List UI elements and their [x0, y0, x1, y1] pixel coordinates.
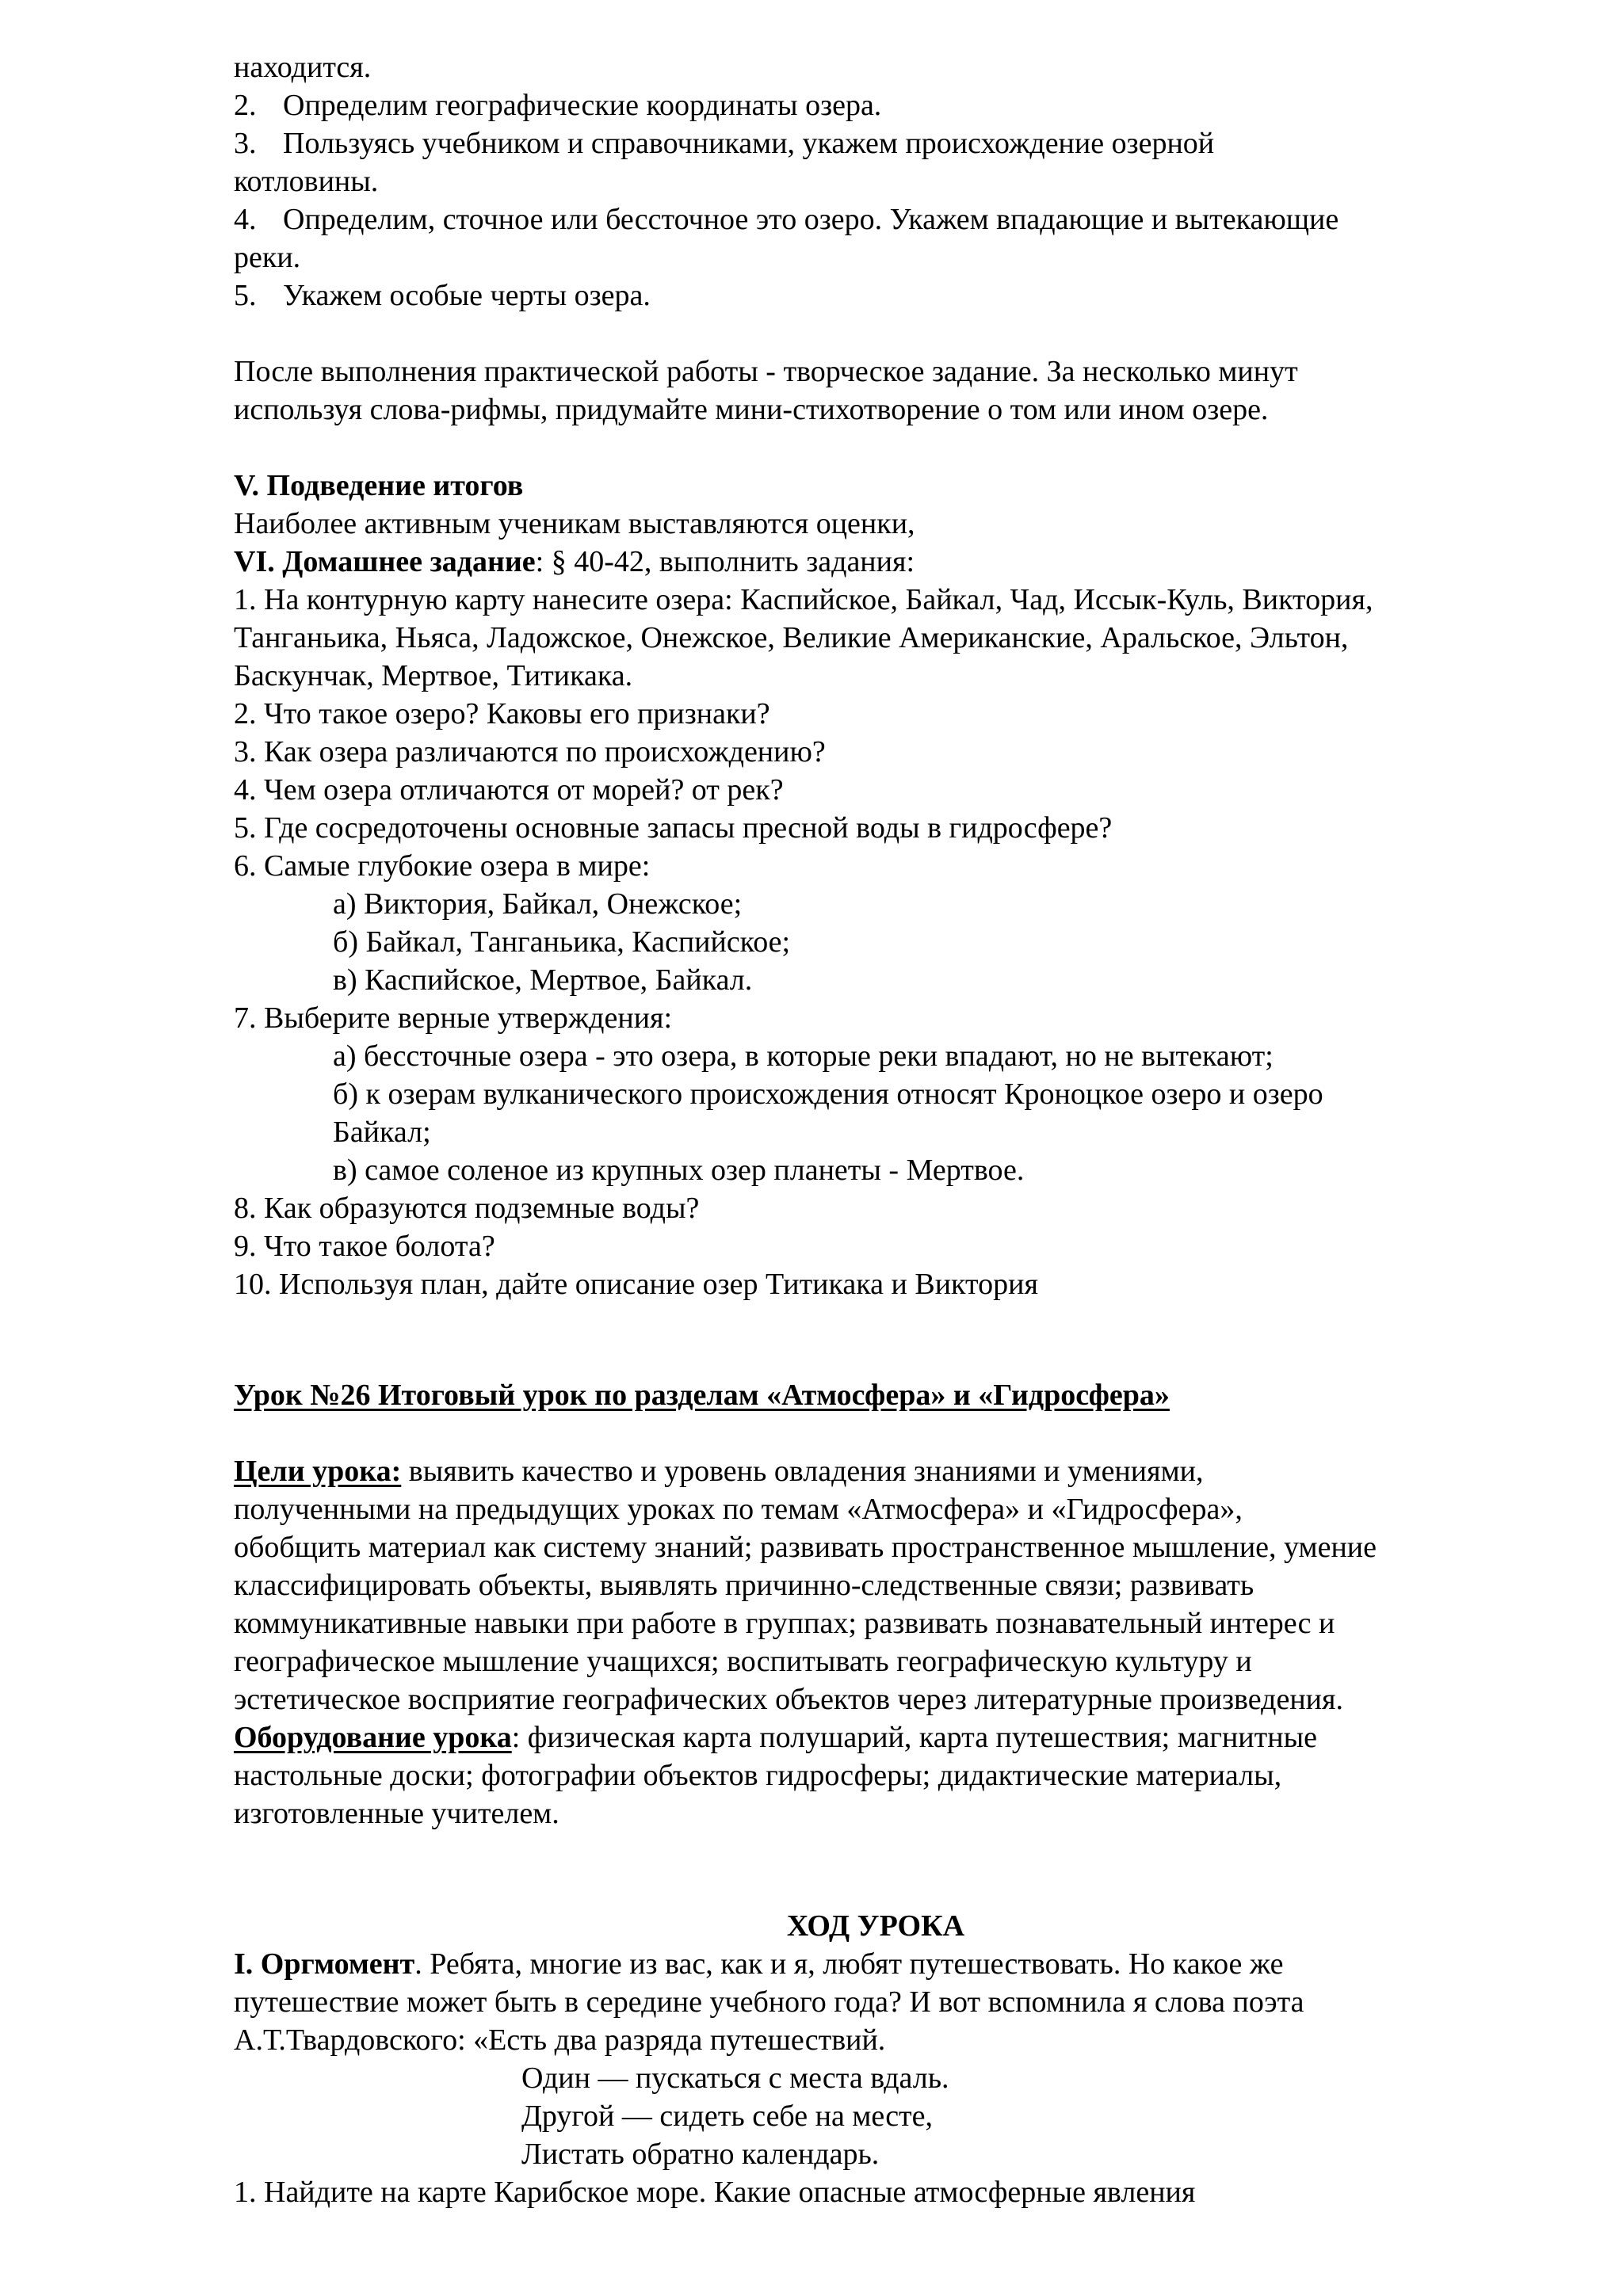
list-item: 9. Что такое болота? [234, 1230, 495, 1263]
equipment-label: Оборудование урока [234, 1721, 512, 1754]
paragraph-line: классифицировать объекты, выявлять причинно-следственные связи; развивать [234, 1569, 1254, 1602]
list-item: 7. Выберите верные утверждения: [234, 1001, 673, 1035]
paragraph-line: используя слова-рифмы, придумайте мини-стихотворение о том или ином озере. [234, 393, 1269, 426]
poem-line: Один — пускаться с места вдаль. [521, 2061, 949, 2095]
list-item: 5. Укажем особые черты озера. [234, 279, 651, 312]
list-item: 1. Найдите на карте Карибское море. Какие опасные атмосферные явления [234, 2176, 1196, 2209]
goals-label: Цели урока: [234, 1455, 402, 1488]
paragraph-line: настольные доски; фотографии объектов гидросферы; дидактические материалы, [234, 1759, 1282, 1792]
paragraph-line: обобщить материал как систему знаний; развивать пространственное мышление, умение [234, 1531, 1377, 1564]
org-label: I. Оргмомент [234, 1947, 415, 1981]
list-item: 3. Пользуясь учебником и справочниками, укажем происхождение озерной [234, 127, 1215, 160]
list-line: реки. [234, 241, 301, 274]
list-item: 3. Как озера различаются по происхождению? [234, 735, 826, 769]
list-item: 10. Используя план, дайте описание озер Титикака и Виктория [234, 1268, 1038, 1301]
section-heading-line: VI. Домашнее задание: § 40-42, выполнить задания: [234, 545, 915, 578]
lesson-title: Урок №26 Итоговый урок по разделам «Атмосфера» и «Гидросфера» [234, 1379, 1170, 1412]
list-item: 6. Самые глубокие озера в мире: [234, 849, 651, 883]
list-item: 8. Как образуются подземные воды? [234, 1192, 700, 1225]
option-line: в) самое соленое из крупных озер планеты - Мертвое. [333, 1154, 1025, 1187]
paragraph-line: Наиболее активным ученикам выставляются оценки, [234, 507, 915, 540]
paragraph-line: А.Т.Твардовского: «Есть два разряда путешествий. [234, 2023, 886, 2057]
option-line: б) к озерам вулканического происхождения относят Кроноцкое озеро и озеро [333, 1077, 1323, 1111]
option-line: Байкал; [333, 1116, 431, 1149]
equipment-line: Оборудование урока: физическая карта полушарий, карта путешествия; магнитные [234, 1721, 1317, 1754]
option-line: б) Байкал, Танганьика, Каспийское; [333, 925, 791, 959]
list-line: котловины. [234, 165, 379, 198]
poem-line: Другой — сидеть себе на месте, [521, 2100, 934, 2133]
course-heading: ХОД УРОКА [786, 1909, 965, 1943]
section-heading: V. Подведение итогов [234, 469, 524, 502]
list-item: 4. Чем озера отличаются от морей? от рек? [234, 773, 784, 807]
list-item: 2. Что такое озеро? Каковы его признаки? [234, 697, 770, 730]
list-line: 1. На контурную карту нанесите озера: Каспийское, Байкал, Чад, Иссык-Куль, Виктория, [234, 583, 1373, 616]
list-line: Баскунчак, Мертвое, Титикака. [234, 659, 633, 692]
poem-line: Листать обратно календарь. [521, 2138, 880, 2171]
option-line: а) бессточные озера - это озера, в которые реки впадают, но не вытекают; [333, 1039, 1274, 1073]
org-line: I. Оргмомент. Ребята, многие из вас, как и я, любят путешествовать. Но какое же [234, 1947, 1284, 1981]
paragraph-line: географическое мышление учащихся; воспитывать географическую культуру и [234, 1645, 1252, 1678]
paragraph-line: После выполнения практической работы - творческое задание. За несколько минут [234, 355, 1298, 388]
paragraph-line: эстетическое восприятие географических объектов через литературные произведения. [234, 1683, 1343, 1716]
option-line: в) Каспийское, Мертвое, Байкал. [333, 963, 753, 997]
goals-line: Цели урока: выявить качество и уровень овладения знаниями и умениями, [234, 1455, 1204, 1488]
paragraph-line: изготовленные учителем. [234, 1797, 559, 1830]
list-item: 4. Определим, сточное или бессточное это озеро. Укажем впадающие и вытекающие [234, 203, 1339, 236]
list-item: 2. Определим географические координаты озера. [234, 89, 882, 122]
list-line: Танганьика, Ньяса, Ладожское, Онежское, Великие Американские, Аральское, Эльтон, [234, 621, 1349, 654]
paragraph-line: путешествие может быть в середине учебного года? И вот вспомнила я слова поэта [234, 1985, 1304, 2019]
paragraph-line: полученными на предыдущих уроках по темам «Атмосфера» и «Гидросфера», [234, 1493, 1243, 1526]
option-line: а) Виктория, Байкал, Онежское; [333, 887, 743, 921]
list-line: находится. [234, 51, 372, 84]
paragraph-line: коммуникативные навыки при работе в группах; развивать познавательный интерес и [234, 1607, 1335, 1640]
section-heading: VI. Домашнее задание [234, 545, 536, 578]
list-item: 5. Где сосредоточены основные запасы пресной воды в гидросфере? [234, 811, 1113, 845]
